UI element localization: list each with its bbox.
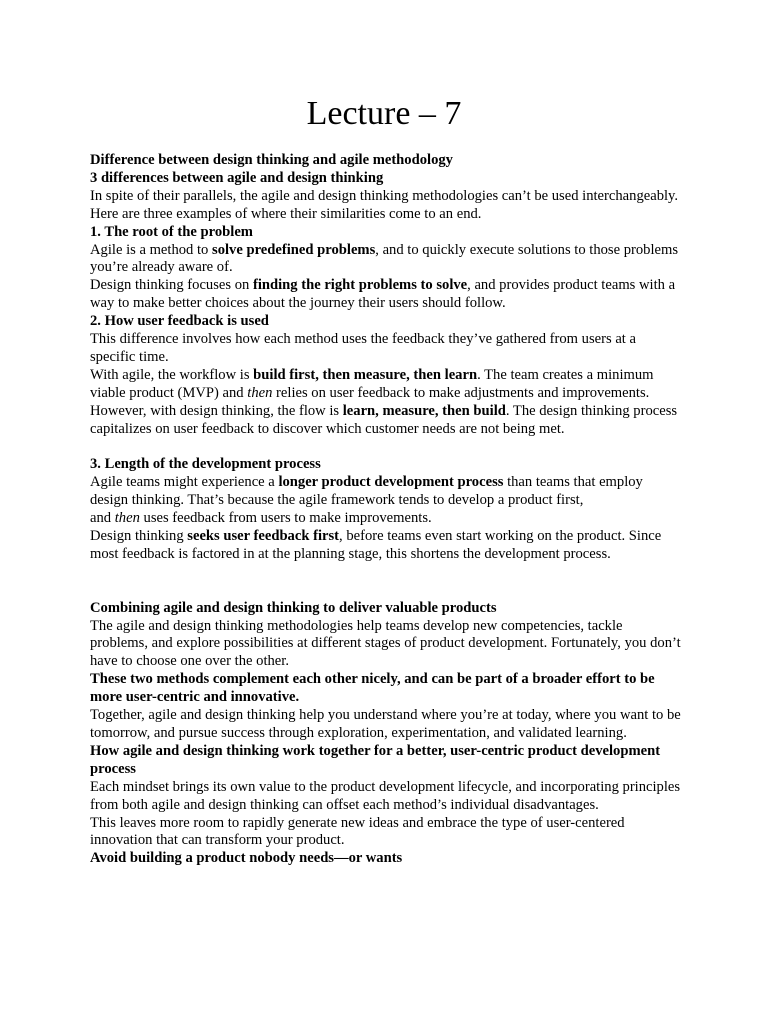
body-paragraph xyxy=(90,474,682,510)
body-paragraph xyxy=(90,510,682,528)
paragraph-spacer xyxy=(90,439,682,457)
text-run: than teams that employ design thinking. That’s because the agile framework tends to develop a product first, xyxy=(90,474,643,509)
text-run: In spite of their parallels, the agile and design thinking methodologies can’t be used interchangeably. Here are three examples of where their similarities come to an end. xyxy=(90,187,679,222)
bold-text: finding the right problems to solve xyxy=(252,277,468,294)
text-run: This leaves more room to rapidly generate new ideas and embrace the type of user-centered innovation that can transform your product. xyxy=(90,814,625,849)
section-heading: Avoid building a product nobody needs—or wants xyxy=(90,850,403,867)
text-run: Design thinking xyxy=(90,528,188,545)
body-paragraph xyxy=(90,242,682,278)
body-paragraph xyxy=(90,331,682,367)
body-paragraph xyxy=(90,815,682,851)
bold-text: longer product development process xyxy=(278,474,504,491)
text-run: , before teams even start working on the product. Since most feedback is factored in at the planning stage, this shortens the development process. xyxy=(90,528,662,562)
text-run: With agile, the workflow is xyxy=(90,366,254,383)
section-heading: Difference between design thinking and agile methodology xyxy=(90,152,453,168)
section-heading: 3 differences between agile and design thinking xyxy=(90,169,384,186)
section-heading: 2. How user feedback is used xyxy=(90,313,269,330)
body-paragraph xyxy=(90,779,682,815)
body-paragraph xyxy=(90,528,682,564)
body-paragraph xyxy=(90,367,682,403)
section-heading: How agile and design thinking work together for a better, user-centric product development process xyxy=(90,742,661,777)
text-run: . The design thinking process capitalizes on user feedback to discover which customer needs are not being met. xyxy=(90,402,678,437)
bold-text: build first, then measure, then learn xyxy=(253,366,478,383)
body-paragraph xyxy=(90,403,682,439)
document-body xyxy=(90,152,682,868)
text-run: However, with design thinking, the flow is xyxy=(90,402,343,419)
text-run: Each mindset brings its own value to the product development lifecycle, and incorporating principles from both agile and design thinking can offset each method’s individual disadvantages. xyxy=(90,778,681,813)
text-run: , and to quickly execute solutions to those problems you’re already aware of. xyxy=(90,241,679,276)
text-run: Agile is a method to xyxy=(90,241,213,258)
text-run: , and provides product teams with a way to make better choices about the journey their users should follow. xyxy=(90,277,676,312)
text-run: Agile teams might experience a xyxy=(90,474,279,491)
body-paragraph xyxy=(90,277,682,313)
italic-text: then xyxy=(114,510,140,527)
text-run: . The team creates a minimum viable product (MVP) and xyxy=(90,366,654,401)
bold-text: seeks user feedback first xyxy=(187,528,340,545)
bold-text: learn, measure, then build xyxy=(342,402,506,419)
body-paragraph xyxy=(90,707,682,743)
text-run: The agile and design thinking methodologies help teams develop new competencies, tackle problems, and explore possibilities at different stages of product development. Fortunately, you don’t have to choose one over the other. xyxy=(90,617,681,670)
text-run: and xyxy=(90,510,115,527)
text-run: Design thinking focuses on xyxy=(90,277,253,294)
body-paragraph xyxy=(90,188,682,224)
section-heading: Combining agile and design thinking to deliver valuable products xyxy=(90,599,497,616)
text-run: Together, agile and design thinking help you understand where you’re at today, where you want to be tomorrow, and pursue success through exploration, experimentation, and validated learning. xyxy=(90,707,681,741)
paragraph-spacer xyxy=(90,564,682,600)
bold-text: solve predefined problems xyxy=(212,241,376,258)
body-paragraph xyxy=(90,618,682,672)
text-run: This difference involves how each method uses the feedback they’ve gathered from users at a specific time. xyxy=(90,331,636,365)
page-title: Lecture – 7 xyxy=(306,95,462,132)
text-run: relies on user feedback to make adjustments and improvements. xyxy=(272,384,650,401)
section-heading: These two methods complement each other nicely, and can be part of a broader effort to be more user-centric and innovative. xyxy=(90,671,655,706)
section-heading: 1. The root of the problem xyxy=(90,223,253,240)
italic-text: then xyxy=(247,384,273,401)
text-run: uses feedback from users to make improvements. xyxy=(139,510,432,527)
section-heading: 3. Length of the development process xyxy=(90,456,321,473)
